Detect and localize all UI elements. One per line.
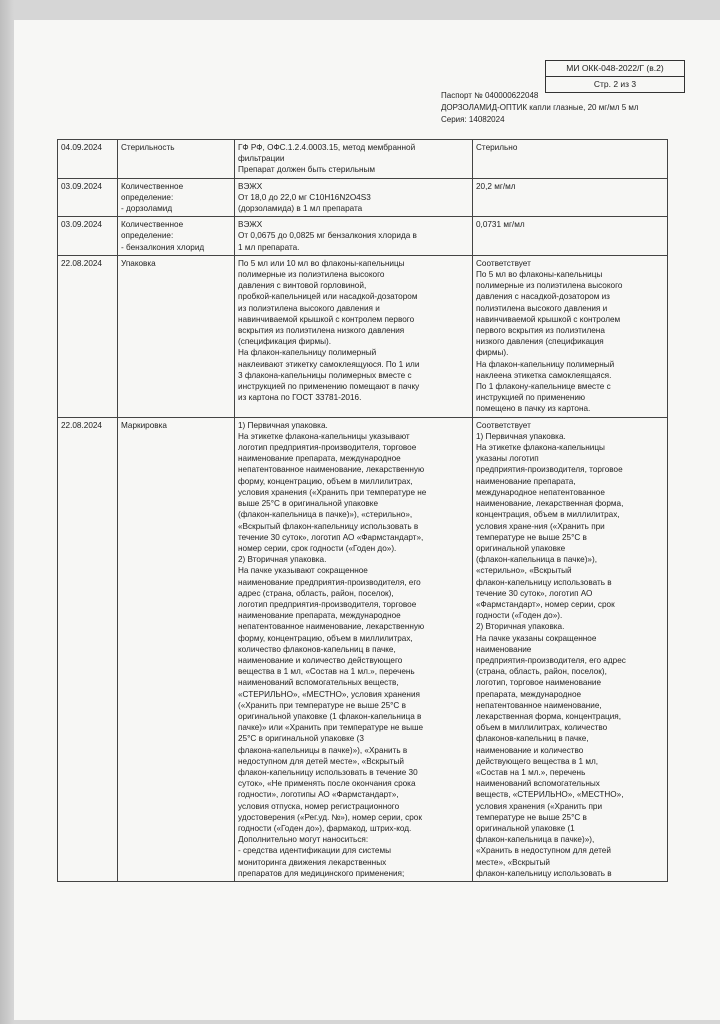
date-cell-line: 04.09.2024 <box>61 143 102 152</box>
result-cell-line: фирмы). <box>476 348 509 358</box>
nd-requirement-cell-line: На флакон-капельницу полимерный <box>238 348 377 358</box>
result-cell-line: Соответствует <box>476 258 531 268</box>
nd-requirement-cell-line: На пачке указывают сокращенное <box>238 566 368 576</box>
result-cell-line: «Состав на 1 мл.», перечень <box>476 767 586 777</box>
nd-requirement-cell-line: (спецификация фирмы). <box>238 337 332 347</box>
result-cell-line: температуре не выше 25°С в <box>476 812 587 822</box>
result-cell-line: действующего вещества в 1 мл, <box>476 756 599 766</box>
result-cell <box>473 178 668 217</box>
nd-requirement-cell-line: По 5 мл или 10 мл во флаконы-капельницы <box>238 258 405 268</box>
result-cell-line: (страна, область, район, поселок), <box>476 667 607 677</box>
indicator-cell <box>118 417 235 881</box>
nd-requirement-cell-line: недоступном для детей месте», «Вскрытый <box>238 756 404 766</box>
nd-requirement-cell-line: «Вскрытый флакон-капельницу использовать в <box>238 521 419 531</box>
product-name: ДОРЗОЛАМИД-ОПТИК капли глазные, 20 мг/мл 5 мл <box>441 103 639 112</box>
indicator-cell <box>118 140 235 179</box>
nd-requirement-cell-line: пробкой-капельницей или насадкой-дозатором <box>238 292 418 302</box>
result-cell-line: 1) Первичная упаковка. <box>476 431 566 441</box>
date-cell-line: 22.08.2024 <box>61 420 102 430</box>
table-row <box>58 417 668 881</box>
result-cell-line: логотип, торговое наименование <box>476 678 602 688</box>
result-cell-line: навинчиваемой крышкой с контролем <box>476 314 621 324</box>
result-cell-line: полимерные из полиэтилена высокого <box>476 281 623 291</box>
passport-info <box>441 90 639 126</box>
result-cell-line: «Фармстандарт», номер серии, срок <box>476 599 615 609</box>
indicator-cell-line: определение: <box>121 231 174 241</box>
test-results-table <box>57 139 668 882</box>
nd-requirement-cell-line: На этикетке флакона-капельницы указывают <box>238 431 410 441</box>
nd-requirement-cell-line: суток», «Не применять после окончания срока <box>238 779 416 789</box>
nd-requirement-cell-line: 2) Вторичная упаковка. <box>238 555 327 565</box>
result-cell-line: низкого давления (спецификация <box>476 337 604 347</box>
indicator-cell <box>118 178 235 217</box>
indicator-cell-line: Количественное <box>121 181 184 191</box>
result-cell-line: флаконов-капельниц в пачке, <box>476 734 589 744</box>
nd-requirement-cell-line: ВЭЖХ <box>238 181 263 191</box>
result-cell-line: 0,0731 мг/мл <box>476 220 525 230</box>
date-cell <box>58 217 118 256</box>
date-cell <box>58 178 118 217</box>
result-cell-line: На пачке указаны сокращенное <box>476 633 597 643</box>
nd-requirement-cell-line: «СТЕРИЛЬНО», «МЕСТНО», условия хранения <box>238 689 420 699</box>
nd-requirement-cell-line: из картона по ГОСТ 33781-2016. <box>238 393 362 403</box>
result-cell-line: температуре не выше 25°С в <box>476 532 587 542</box>
nd-requirement-cell-line: удостоверения («Рег.уд. №»), номер серии, срок <box>238 812 422 822</box>
indicator-cell-line: - бензалкония хлорид <box>121 242 205 252</box>
result-cell-line: По 1 флакону-капельнице вместе с <box>476 382 611 392</box>
nd-requirement-cell-line: От 0,0675 до 0,0825 мг бензалкония хлорида в <box>238 231 417 241</box>
nd-requirement-cell-line: флакон-капельницу использовать в течение 30 <box>238 767 418 777</box>
doc-code-box <box>545 60 685 93</box>
nd-requirement-cell-line: наименование препарата, международное <box>238 454 401 464</box>
date-cell-line: 03.09.2024 <box>61 181 102 191</box>
date-cell-line: 03.09.2024 <box>61 220 102 230</box>
nd-requirement-cell-line: адрес (страна, область, район, поселок), <box>238 588 394 598</box>
result-cell-line: первого вскрытия из полиэтилена <box>476 326 605 336</box>
nd-requirement-cell-line: От 18,0 до 22,0 мг C10H16N2O4S3 <box>238 192 371 202</box>
result-cell-line: наименование <box>476 644 532 654</box>
nd-requirement-cell <box>235 178 473 217</box>
result-cell-line: условия хране-ния («Хранить при <box>476 521 605 531</box>
nd-requirement-cell-line: (дорзоламида) в 1 мл препарата <box>238 204 363 214</box>
nd-requirement-cell-line: пачке)» или «Хранить при температуре не выше <box>238 723 424 733</box>
result-cell-line: оригинальной упаковке <box>476 543 566 553</box>
result-cell <box>473 255 668 417</box>
indicator-cell-line: Маркировка <box>121 420 167 430</box>
result-cell-line: наименование, лекарственная форма, <box>476 499 624 509</box>
nd-requirement-cell-line: годности («Годен до»), фармакод, штрих-код. <box>238 823 412 833</box>
nd-requirement-cell-line: («Хранить при температуре не выше 25°С в <box>238 700 406 710</box>
result-cell-line: месте», «Вскрытый <box>476 857 550 867</box>
result-cell-line: условия хранения («Хранить при <box>476 801 603 811</box>
nd-requirement-cell-line: флакона-капельницы в пачке)»), «Хранить в <box>238 745 408 755</box>
nd-requirement-cell-line: 25°С в оригинальной упаковке (3 <box>238 734 364 744</box>
result-cell-line: флакон-капельницу использовать в <box>476 577 612 587</box>
nd-requirement-cell-line: непатентованное наименование, лекарственную <box>238 622 425 632</box>
result-cell <box>473 417 668 881</box>
result-cell-line: 2) Вторичная упаковка. <box>476 622 565 632</box>
nd-requirement-cell-line: препаратов для медицинского применения; <box>238 868 405 878</box>
result-cell-line: непатентованное наименование, <box>476 700 602 710</box>
scan-edge <box>0 0 14 1024</box>
nd-requirement-cell-line: течение 30 суток», логотип АО «Фармстандарт», <box>238 532 424 542</box>
nd-requirement-cell <box>235 255 473 417</box>
batch-series: Серия: 14082024 <box>441 115 505 124</box>
nd-requirement-cell-line: номер серии, срок годности («Годен до»). <box>238 543 397 553</box>
result-cell <box>473 217 668 256</box>
table-row <box>58 255 668 417</box>
result-cell-line: наименование и количество <box>476 745 584 755</box>
result-cell-line: наименование препарата, <box>476 476 576 486</box>
nd-requirement-cell-line: из полиэтилена высокого давления и <box>238 303 380 313</box>
nd-requirement-cell-line: навинчиваемой крышкой с контролем первого <box>238 314 415 324</box>
indicator-cell-line: - дорзоламид <box>121 204 173 214</box>
result-cell-line: давления с насадкой-дозатором из <box>476 292 610 302</box>
table-row <box>58 217 668 256</box>
result-cell-line: оригинальной упаковке (1 <box>476 823 575 833</box>
result-cell-line: помещено в пачку из картона. <box>476 404 591 414</box>
result-cell-line: 20,2 мг/мл <box>476 181 516 191</box>
result-cell-line: «стерильно», «Вскрытый <box>476 566 572 576</box>
result-cell-line: На флакон-капельницу полимерный <box>476 359 615 369</box>
nd-requirement-cell-line: форму, концентрацию, объем в миллилитрах, <box>238 633 413 643</box>
indicator-cell-line: Упаковка <box>121 258 156 268</box>
date-cell <box>58 140 118 179</box>
nd-requirement-cell-line: полимерные из полиэтилена высокого <box>238 270 385 280</box>
nd-requirement-cell-line: мониторинга движения лекарственных <box>238 857 387 867</box>
result-cell-line: (флакон-капельница в пачке)»), <box>476 555 597 565</box>
nd-requirement-cell-line: количество флаконов-капельниц в пачке, <box>238 644 396 654</box>
nd-requirement-cell-line: наименований вспомогательных веществ, <box>238 678 399 688</box>
date-cell-line: 22.08.2024 <box>61 258 102 268</box>
page-info: Стр. 2 из 3 <box>546 76 684 92</box>
nd-requirement-cell <box>235 417 473 881</box>
result-cell-line: инструкцией по применению <box>476 393 586 403</box>
result-cell-line: объем в миллилитрах, количество <box>476 723 608 733</box>
nd-requirement-cell-line: 1) Первичная упаковка. <box>238 420 328 430</box>
result-cell-line: полиэтилена высокого давления и <box>476 303 608 313</box>
indicator-cell-line: Стерильность <box>121 143 175 152</box>
nd-requirement-cell-line: фильтрации <box>238 154 285 164</box>
nd-requirement-cell-line: наименование и количество действующего <box>238 655 403 665</box>
nd-requirement-cell-line: непатентованное наименование, лекарственную <box>238 465 425 475</box>
nd-requirement-cell-line: форму, концентрацию, объем в миллилитрах, <box>238 476 413 486</box>
result-cell-line: наклеена этикетка самоклеящаяся. <box>476 370 612 380</box>
nd-requirement-cell-line: 1 мл препарата. <box>238 242 300 252</box>
nd-requirement-cell-line: вещества в 1 мл, «Состав на 1 мл.», перечень <box>238 667 415 677</box>
nd-requirement-cell-line: годности», логотипы АО «Фармстандарт», <box>238 790 399 800</box>
result-cell-line: течение 30 суток», логотип АО <box>476 588 593 598</box>
result-cell-line: лекарственная форма, концентрация, <box>476 711 621 721</box>
nd-requirement-cell-line: инструкцией по применению помещают в пачку <box>238 382 420 392</box>
nd-requirement-cell-line: вскрытия из полиэтилена низкого давления <box>238 326 405 336</box>
nd-requirement-cell-line: наименование предприятия-производителя, его <box>238 577 421 587</box>
result-cell-line: предприятия-производителя, его адрес <box>476 655 626 665</box>
result-cell-line: Соответствует <box>476 420 531 430</box>
nd-requirement-cell-line: условия отпуска, номер регистрационного <box>238 801 400 811</box>
indicator-cell <box>118 255 235 417</box>
nd-requirement-cell-line: - средства идентификации для системы <box>238 846 391 856</box>
indicator-cell <box>118 217 235 256</box>
result-cell-line: препарата, международное <box>476 689 582 699</box>
result-cell-line: флакон-капельница в пачке)»), <box>476 835 595 845</box>
indicator-cell-line: определение: <box>121 192 174 202</box>
doc-code: МИ ОКК-048-2022/Г (в.2) <box>566 63 664 73</box>
passport-number: Паспорт № 040000622048 <box>441 91 539 100</box>
result-cell-line: годности («Годен до»). <box>476 611 563 621</box>
nd-requirement-cell-line: условия хранения («Хранить при температуре не <box>238 487 427 497</box>
nd-requirement-cell-line: ВЭЖХ <box>238 220 263 230</box>
result-cell-line: Стерильно <box>476 143 518 152</box>
date-cell <box>58 255 118 417</box>
nd-requirement-cell-line: наклеивают этикетку самоклеящуюся. По 1 или <box>238 359 420 369</box>
table-row <box>58 140 668 179</box>
nd-requirement-cell <box>235 140 473 179</box>
result-cell-line: указаны логотип <box>476 454 539 464</box>
result-cell-line: предприятия-производителя, торговое <box>476 465 623 475</box>
nd-requirement-cell-line: Препарат должен быть стерильным <box>238 165 376 175</box>
nd-requirement-cell-line: наименование препарата, международное <box>238 611 401 621</box>
nd-requirement-cell <box>235 217 473 256</box>
nd-requirement-cell-line: Дополнительно могут наноситься: <box>238 835 369 845</box>
nd-requirement-cell-line: 3 флакона-капельницы полимерных вместе с <box>238 370 412 380</box>
nd-requirement-cell-line: ГФ РФ, ОФС.1.2.4.0003.15, метод мембранной <box>238 143 416 152</box>
result-cell-line: По 5 мл во флаконы-капельницы <box>476 270 603 280</box>
result-cell-line: международное непатентованное <box>476 487 605 497</box>
result-cell-line: На этикетке флакона-капельницы <box>476 443 605 453</box>
result-cell-line: концентрация, объем в миллилитрах, <box>476 510 620 520</box>
indicator-cell-line: Количественное <box>121 220 184 230</box>
nd-requirement-cell-line: оригинальной упаковке (1 флакон-капельница в <box>238 711 422 721</box>
nd-requirement-cell-line: логотип предприятия-производителя, торговое <box>238 443 417 453</box>
result-cell-line: веществ, «СТЕРИЛЬНО», «МЕСТНО», <box>476 790 624 800</box>
result-cell-line: наименований вспомогательных <box>476 779 600 789</box>
table-row <box>58 178 668 217</box>
nd-requirement-cell-line: (флакон-капельница в пачке)»), «стерильно», <box>238 510 413 520</box>
nd-requirement-cell-line: выше 25°С в оригинальной упаковке <box>238 499 378 509</box>
result-cell-line: флакон-капельницу использовать в <box>476 868 612 878</box>
result-cell-line: «Хранить в недоступном для детей <box>476 846 611 856</box>
nd-requirement-cell-line: логотип предприятия-производителя, торговое <box>238 599 417 609</box>
nd-requirement-cell-line: давления с винтовой горловиной, <box>238 281 367 291</box>
result-cell <box>473 140 668 179</box>
date-cell <box>58 417 118 881</box>
